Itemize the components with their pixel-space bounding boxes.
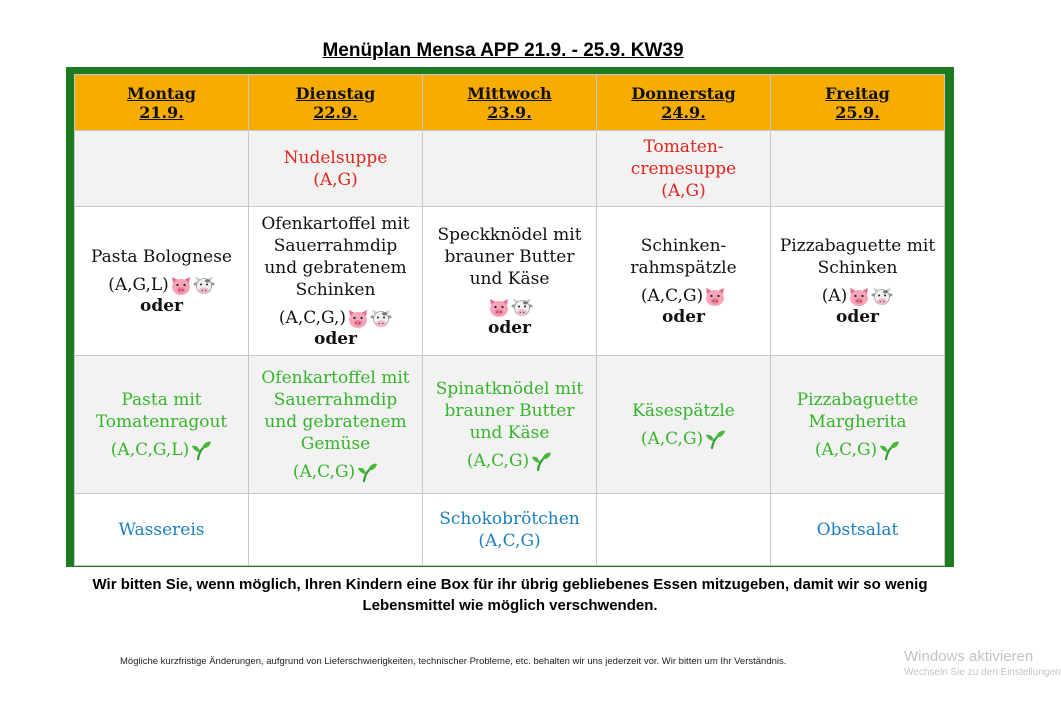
or-label: oder xyxy=(140,296,183,316)
dish-name-line: Pasta mit xyxy=(121,389,202,410)
allergen-line xyxy=(253,461,418,483)
dish-name-line: Ofenkartoffel mit xyxy=(261,367,410,388)
day-date: 21.9. xyxy=(139,102,184,122)
day-name: Montag xyxy=(127,83,196,103)
dish-name-line: Nudelsuppe xyxy=(283,147,388,168)
soup-cell xyxy=(423,131,597,207)
dish-name-line: cremesuppe xyxy=(630,158,737,179)
dish-name-line: rahmspätzle xyxy=(630,258,737,278)
or-label: oder xyxy=(836,307,879,327)
dish-name-line: Obstsalat xyxy=(816,519,899,540)
dish-name-line: (A,G) xyxy=(313,169,358,190)
menu-table xyxy=(74,74,945,566)
allergen-line xyxy=(253,307,418,329)
pig-icon xyxy=(488,298,510,318)
footer-disclaimer: Mögliche kurzfristige Änderungen, aufgrund von Lieferschwierigkeiten, technischer Probleme, etc. behalten wir uns jederzeit vor. Wir bitten um Ihr Verständnis. xyxy=(120,656,787,667)
dish-name-line: und Käse xyxy=(469,422,550,443)
pig-icon xyxy=(848,287,870,307)
dish-name-line: Wassereis xyxy=(118,519,205,540)
dish-name-line: und gebratenem xyxy=(264,258,407,278)
dish-name-line: Pasta Bolognese xyxy=(91,247,232,267)
dessert-cell xyxy=(597,494,771,566)
watermark-subtitle: Wechseln Sie zu den Einstellungen xyxy=(904,667,1061,678)
day-name: Dienstag xyxy=(295,83,376,103)
main-dish-row xyxy=(75,207,945,356)
cow-icon xyxy=(871,287,893,307)
dish-name-line: Sauerrahmdip xyxy=(273,389,398,410)
windows-activation-watermark xyxy=(904,648,1061,680)
allergen-line xyxy=(775,285,940,307)
dish-name-line: und Käse xyxy=(469,269,550,289)
dish-name-line: Schinken xyxy=(295,280,376,300)
dessert-cell xyxy=(771,494,945,566)
dessert-cell xyxy=(249,494,423,566)
soup-cell xyxy=(249,131,423,207)
vegetarian-cell xyxy=(75,356,249,494)
vegetarian-cell xyxy=(597,356,771,494)
allergen-line xyxy=(601,428,766,450)
pig-icon xyxy=(170,276,192,296)
dish-name-line: Pizzabaguette xyxy=(796,389,919,410)
dish-name-line: Sauerrahmdip xyxy=(273,236,398,256)
main-dish-cell xyxy=(423,207,597,356)
day-date: 23.9. xyxy=(487,102,532,122)
allergen-codes: (A,G,L) xyxy=(108,275,169,295)
allergen-codes: (A,C,G) xyxy=(466,450,530,471)
dish-name-line: Schinken xyxy=(817,258,898,278)
sprout-icon xyxy=(530,451,552,471)
dessert-row xyxy=(75,494,945,566)
allergen-codes: (A,C,G,) xyxy=(278,308,347,328)
dessert-cell xyxy=(423,494,597,566)
soup-cell xyxy=(597,131,771,207)
day-header xyxy=(249,75,423,131)
vegetarian-row xyxy=(75,356,945,494)
main-dish-cell xyxy=(75,207,249,356)
day-header xyxy=(75,75,249,131)
cow-icon xyxy=(370,309,392,329)
dish-name-line: Speckknödel mit xyxy=(437,225,582,245)
soup-row xyxy=(75,131,945,207)
allergen-line xyxy=(601,285,766,307)
sprout-icon xyxy=(356,462,378,482)
main-dish-cell xyxy=(249,207,423,356)
dish-name-line: Pizzabaguette mit xyxy=(779,236,936,256)
sprout-icon xyxy=(190,440,212,460)
dish-name-line: Schokobrötchen xyxy=(439,508,580,529)
day-name: Donnerstag xyxy=(631,83,736,103)
dish-name-line: Tomatenragout xyxy=(95,411,228,432)
or-label: oder xyxy=(488,318,531,338)
day-date: 22.9. xyxy=(313,102,358,122)
day-date: 25.9. xyxy=(835,102,880,122)
menu-frame xyxy=(66,67,954,567)
dish-name-line: und gebratenem xyxy=(264,411,407,432)
dish-name-line: brauner Butter xyxy=(444,247,575,267)
cow-icon xyxy=(511,298,533,318)
main-dish-cell xyxy=(597,207,771,356)
vegetarian-cell xyxy=(423,356,597,494)
page-title: Menüplan Mensa APP 21.9. - 25.9. KW39 xyxy=(322,40,684,61)
allergen-line xyxy=(427,296,592,318)
pig-icon xyxy=(347,309,369,329)
dish-name-line: (A,G) xyxy=(661,180,706,201)
allergen-line xyxy=(775,439,940,461)
allergen-codes: (A,C,G) xyxy=(640,428,704,449)
or-label: oder xyxy=(314,329,357,349)
dish-name-line: Schinken- xyxy=(640,236,727,256)
dessert-cell xyxy=(75,494,249,566)
allergen-line xyxy=(79,274,244,296)
allergen-codes: (A,C,G,L) xyxy=(110,439,190,460)
dish-name-line: Tomaten- xyxy=(643,136,724,157)
day-header xyxy=(597,75,771,131)
dish-name-line: (A,C,G) xyxy=(478,530,541,551)
sprout-icon xyxy=(878,440,900,460)
allergen-codes: (A,C,G) xyxy=(814,439,878,460)
soup-cell xyxy=(75,131,249,207)
main-dish-cell xyxy=(771,207,945,356)
cow-icon xyxy=(193,276,215,296)
day-date: 24.9. xyxy=(661,102,706,122)
allergen-line xyxy=(427,450,592,472)
day-header xyxy=(423,75,597,131)
dish-name-line: Käsespätzle xyxy=(632,400,735,421)
header-row xyxy=(75,75,945,131)
allergen-codes: (A) xyxy=(821,286,848,306)
dish-name-line: brauner Butter xyxy=(444,400,575,421)
day-name: Mittwoch xyxy=(467,83,552,103)
allergen-codes: (A,C,G) xyxy=(640,286,704,306)
dish-name-line: Gemüse xyxy=(300,433,371,454)
allergen-line xyxy=(79,439,244,461)
watermark-title: Windows aktivieren xyxy=(904,648,1034,665)
dish-name-line: Margherita xyxy=(808,411,907,432)
vegetarian-cell xyxy=(771,356,945,494)
pig-icon xyxy=(704,287,726,307)
soup-cell xyxy=(771,131,945,207)
day-header xyxy=(771,75,945,131)
dish-name-line: Spinatknödel mit xyxy=(435,378,584,399)
allergen-codes: (A,C,G) xyxy=(292,461,356,482)
dish-name-line: Ofenkartoffel mit xyxy=(261,214,410,234)
or-label: oder xyxy=(662,307,705,327)
day-name: Freitag xyxy=(825,83,890,103)
sprout-icon xyxy=(704,429,726,449)
leftover-box-note: Wir bitten Sie, wenn möglich, Ihren Kindern eine Box für ihr übrig gebliebenes Essen mitzugeben, damit wir so wenig Lebensmittel wie möglich verschwenden. xyxy=(92,576,928,614)
vegetarian-cell xyxy=(249,356,423,494)
